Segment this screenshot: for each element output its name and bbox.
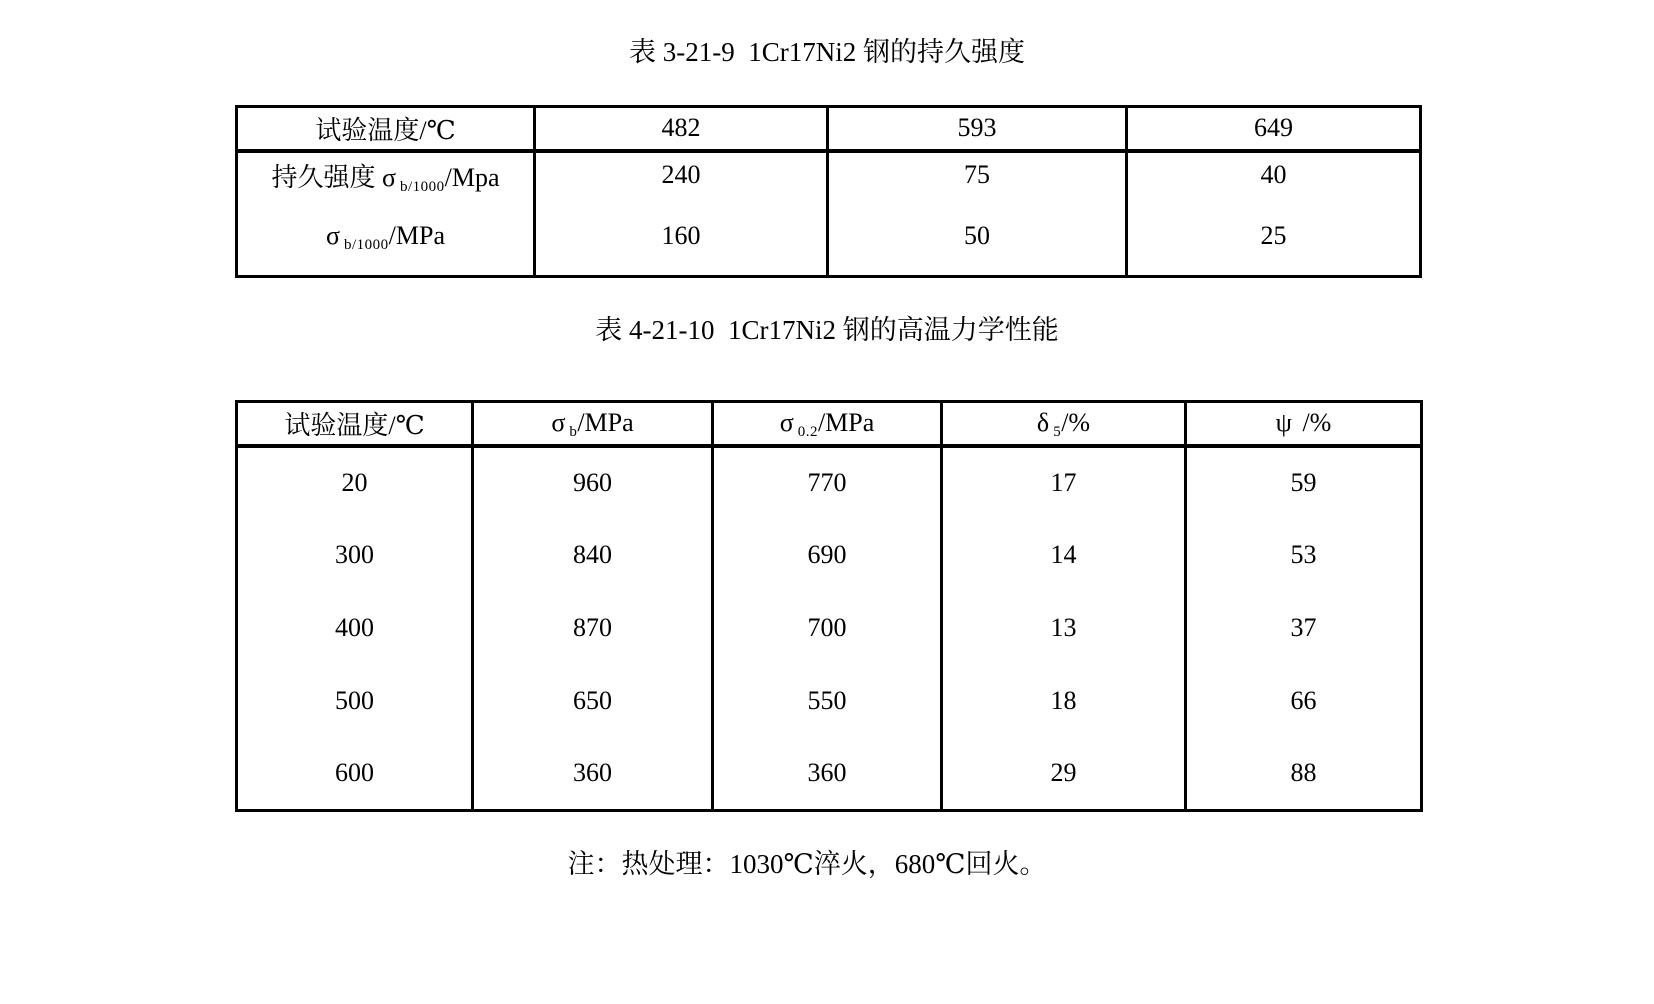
table1-row bbox=[237, 151, 1421, 198]
header-prefix: σ bbox=[551, 408, 566, 438]
table2-cell: 960 bbox=[473, 446, 713, 519]
header-subscript: 5 bbox=[1053, 424, 1062, 441]
table2-row bbox=[237, 519, 1422, 592]
header-suffix: /% bbox=[1061, 408, 1091, 438]
header-prefix: σ bbox=[779, 408, 794, 438]
table2-title: 表 4-21-10 1Cr17Ni2 钢的高温力学性能 bbox=[595, 315, 1059, 345]
table2-header-cell bbox=[942, 402, 1186, 446]
table1-header-cell: 482 bbox=[535, 107, 828, 151]
table1-cell: 160 bbox=[535, 198, 828, 277]
label-subscript: b/1000 bbox=[399, 178, 445, 195]
table2-cell: 360 bbox=[473, 738, 713, 811]
table2-high-temp-properties bbox=[235, 400, 1423, 812]
table2-cell: 17 bbox=[942, 446, 1186, 519]
table1-cell: 25 bbox=[1127, 198, 1421, 277]
table2-cell: 700 bbox=[713, 592, 942, 665]
table1-cell: 50 bbox=[828, 198, 1127, 277]
table2-row bbox=[237, 738, 1422, 811]
table2-cell: 300 bbox=[335, 540, 374, 569]
label-suffix: /Mpa bbox=[444, 162, 500, 192]
table1-cell: 75 bbox=[828, 151, 1127, 198]
table2-cell: 400 bbox=[335, 613, 374, 642]
table2-header-cell bbox=[713, 402, 942, 446]
table2-cell: 360 bbox=[713, 738, 942, 811]
table1-header-cell: 649 bbox=[1127, 107, 1421, 151]
table2-header-row bbox=[237, 402, 1422, 446]
header-suffix: /MPa bbox=[817, 408, 875, 438]
table1-cell: 240 bbox=[535, 151, 828, 198]
table2-row bbox=[237, 446, 1422, 519]
table2-cell: 600 bbox=[335, 758, 374, 788]
table2-cell: 20 bbox=[341, 468, 368, 497]
table1-header-row bbox=[237, 107, 1421, 151]
table2-cell: 14 bbox=[942, 519, 1186, 592]
label-subscript: b/1000 bbox=[344, 237, 389, 254]
label-suffix: /MPa bbox=[388, 221, 446, 251]
table2-cell: 550 bbox=[713, 665, 942, 738]
table2-cell: 870 bbox=[473, 592, 713, 665]
table2-header-cell bbox=[1186, 402, 1422, 446]
table2-cell: 690 bbox=[713, 519, 942, 592]
table2-header-cell bbox=[473, 402, 713, 446]
label-prefix: σ bbox=[325, 221, 340, 251]
table2-cell: 650 bbox=[473, 665, 713, 738]
table2-cell: 770 bbox=[713, 446, 942, 519]
header-subscript: b bbox=[569, 424, 578, 441]
footnote-heat-treatment: 注：热处理：1030℃淬火，680℃回火。 bbox=[567, 849, 1047, 879]
table2-cell: 29 bbox=[942, 738, 1186, 811]
header-prefix: δ bbox=[1036, 408, 1050, 438]
header-suffix: /% bbox=[1295, 408, 1332, 438]
table2-cell: 66 bbox=[1186, 665, 1422, 738]
table1-header-cell: 试验温度/℃ bbox=[237, 107, 535, 151]
table2-cell: 500 bbox=[335, 686, 374, 715]
table2-cell: 18 bbox=[942, 665, 1186, 738]
table1-row-label bbox=[237, 151, 535, 198]
table2-header-cell: 试验温度/℃ bbox=[237, 402, 473, 446]
table2-cell: 59 bbox=[1186, 446, 1422, 519]
header-prefix: ψ bbox=[1275, 408, 1292, 438]
table2-cell: 37 bbox=[1186, 592, 1422, 665]
table2-cell: 88 bbox=[1186, 738, 1422, 811]
table1-header-cell: 593 bbox=[828, 107, 1127, 151]
table1-creep-strength bbox=[235, 105, 1422, 278]
table1-title: 表 3-21-9 1Cr17Ni2 钢的持久强度 bbox=[629, 37, 1025, 67]
table1-row bbox=[237, 198, 1421, 277]
header-subscript: 0.2 bbox=[797, 424, 818, 441]
table2-cell: 53 bbox=[1186, 519, 1422, 592]
table1-row-label bbox=[237, 198, 535, 277]
table2-cell: 13 bbox=[942, 592, 1186, 665]
table2-row bbox=[237, 665, 1422, 738]
table2-cell: 840 bbox=[473, 519, 713, 592]
label-prefix: 持久强度 σ bbox=[271, 162, 396, 192]
header-suffix: /MPa bbox=[577, 408, 634, 438]
table1-cell: 40 bbox=[1127, 151, 1421, 198]
table2-row bbox=[237, 592, 1422, 665]
